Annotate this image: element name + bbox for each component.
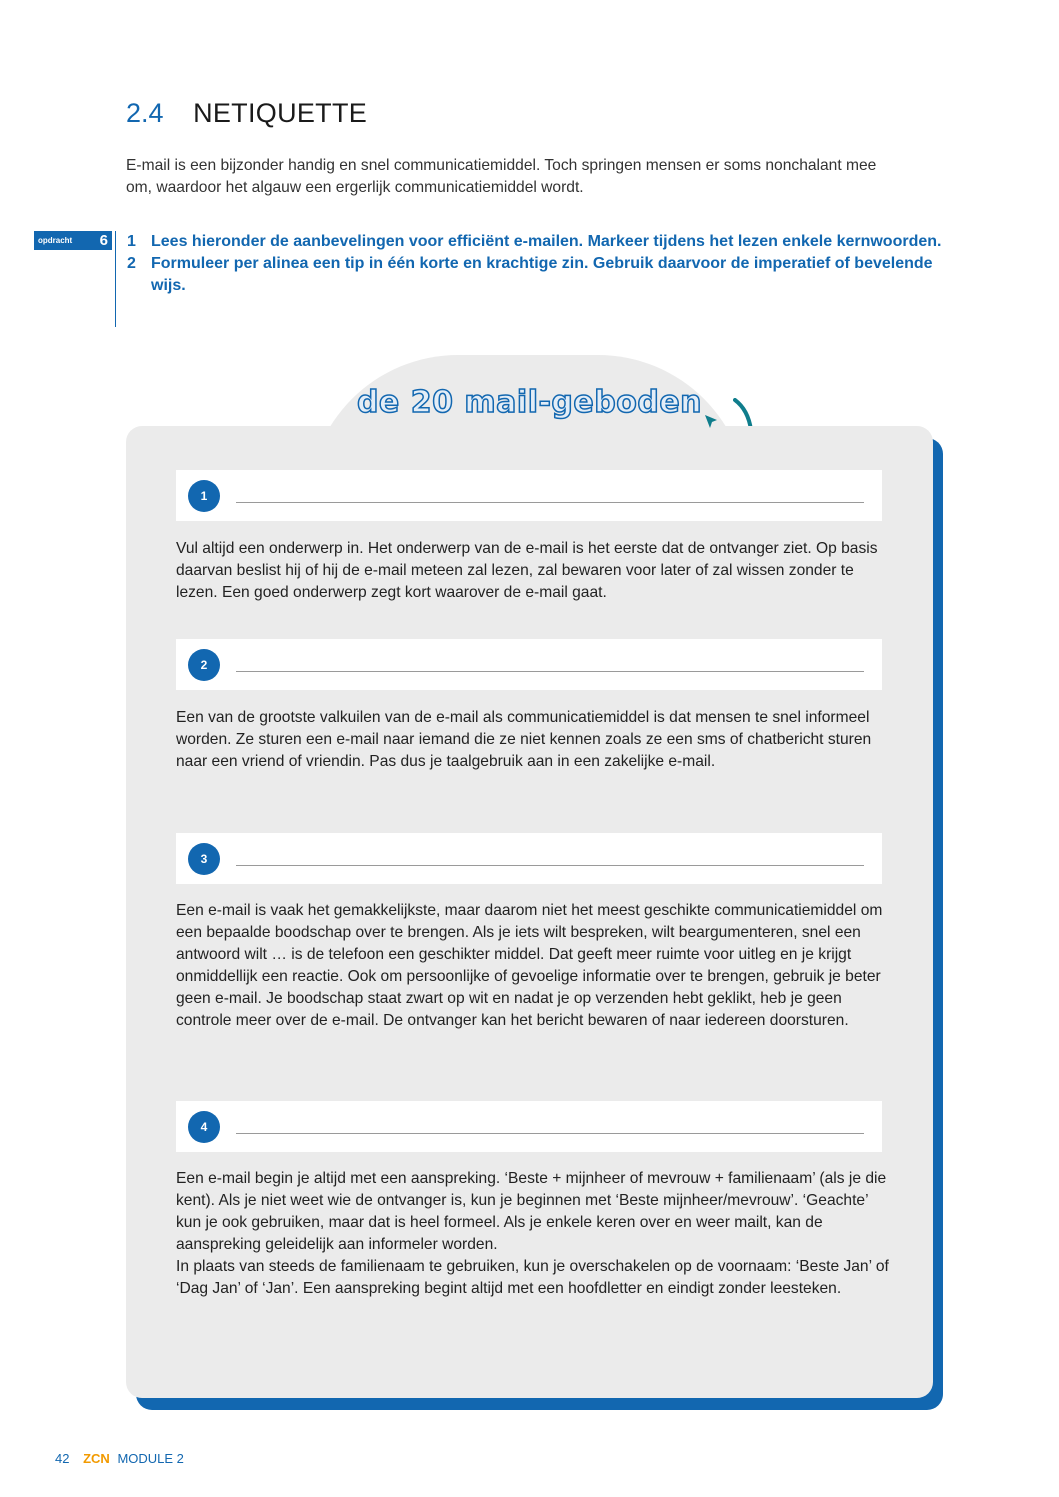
rule-answer-row [176, 639, 882, 690]
rule-text: Een e-mail begin je altijd met een aanspreking. ‘Beste + mijnheer of mevrouw + familienaam’ (als je die kent). Als je niet weet wie de ontvanger is, kun je beginnen met ‘Beste mijnheer/mevrouw’. ‘Geachte’ kun je ook gebruiken, maar dat is heel formeel. Als je enkele keren over en weer mailt, kan de aanspreking geleidelijk aan informeler worden. [176, 1170, 887, 1253]
rule-number-badge: 2 [188, 649, 220, 681]
page-footer [55, 1451, 184, 1466]
rule-number-badge: 4 [188, 1111, 220, 1143]
box-title-text: de 20 mail-geboden [356, 385, 703, 420]
task-item [127, 253, 957, 297]
rule-paragraph [176, 1168, 896, 1300]
section-title: NETIQUETTE [193, 98, 368, 128]
rule-answer-row [176, 833, 882, 884]
cursor-arrow-icon [704, 414, 720, 430]
rule-number-badge: 3 [188, 843, 220, 875]
rule-text: Een van de grootste valkuilen van de e-mail als communicatiemiddel is dat mensen te snel informeel worden. Ze sturen een e-mail naar iemand die ze niet kennen zoals ze een sms of chatbericht sturen naar een vriend of vriendin. Pas dus je taalgebruik aan in een zakelijke e-mail. [176, 709, 872, 770]
assignment-label-text: opdracht [38, 236, 73, 245]
box-title [0, 385, 1059, 420]
rule-paragraph [176, 900, 896, 1032]
rule-paragraph [176, 707, 896, 773]
assignment-divider [115, 231, 116, 327]
task-number: 2 [127, 255, 136, 272]
task-text: Lees hieronder de aanbevelingen voor efficiënt e-mailen. Markeer tijdens het lezen enkele kernwoorden. [151, 233, 942, 250]
task-number: 1 [127, 233, 136, 250]
answer-line[interactable] [236, 502, 864, 503]
rule-text: Vul altijd een onderwerp in. Het onderwerp van de e-mail is het eerste dat de ontvanger ziet. Op basis daarvan beslist hij of hij de e-mail meteen zal lezen, zal bewaren voor later of zal wissen zonder te lezen. Een goed onderwerp zegt kort waarover de e-mail gaat. [176, 540, 878, 601]
rule-answer-row [176, 1101, 882, 1152]
brand-logo-text: ZCN [83, 1451, 110, 1466]
answer-line[interactable] [236, 865, 864, 866]
answer-line[interactable] [236, 671, 864, 672]
intro-paragraph: E-mail is een bijzonder handig en snel communicatiemiddel. Toch springen mensen er soms nonchalant mee om, waardoor het algauw een ergerlijk communicatiemiddel wordt. [126, 157, 877, 196]
task-text: Formuleer per alinea een tip in één korte en krachtige zin. Gebruik daarvoor de imperatief of bevelende wijs. [151, 255, 933, 294]
rule-text-continued: In plaats van steeds de familienaam te gebruiken, kun je overschakelen op de voornaam: ‘Beste Jan’ of ‘Dag Jan’ of ‘Jan’. Een aanspreking begint altijd met een hoofdletter en eindigt zonder leesteken. [176, 1258, 889, 1297]
page-number: 42 [55, 1451, 70, 1466]
assignment-number: 6 [99, 232, 108, 249]
section-number: 2.4 [126, 98, 164, 128]
answer-line[interactable] [236, 1133, 864, 1134]
rule-text: Een e-mail is vaak het gemakkelijkste, maar daarom niet het meest geschikte communicatiemiddel om een bepaalde boodschap over te brengen. Als je iets wilt bespreken, wilt beargumenteren, snel een antwoord wilt … is de telefoon een geschikter middel. Dat geeft meer ruimte voor uitleg en je krijgt onmiddellijk een reactie. Ook om persoonlijke of gevoelige informatie over te brengen, gebruik je beter geen e-mail. Je boodschap staat zwart op wit en nadat je op verzenden hebt geklikt, heb je geen controle meer over de e-mail. De ontvanger kan het bericht bewaren of naar iedereen doorsturen. [176, 902, 883, 1029]
rule-paragraph [176, 538, 896, 604]
task-item [127, 231, 957, 253]
task-list [127, 231, 957, 297]
rule-number-badge: 1 [188, 480, 220, 512]
module-label: MODULE 2 [117, 1451, 184, 1466]
rule-answer-row [176, 470, 882, 521]
section-heading [126, 96, 367, 130]
assignment-label [34, 231, 112, 250]
